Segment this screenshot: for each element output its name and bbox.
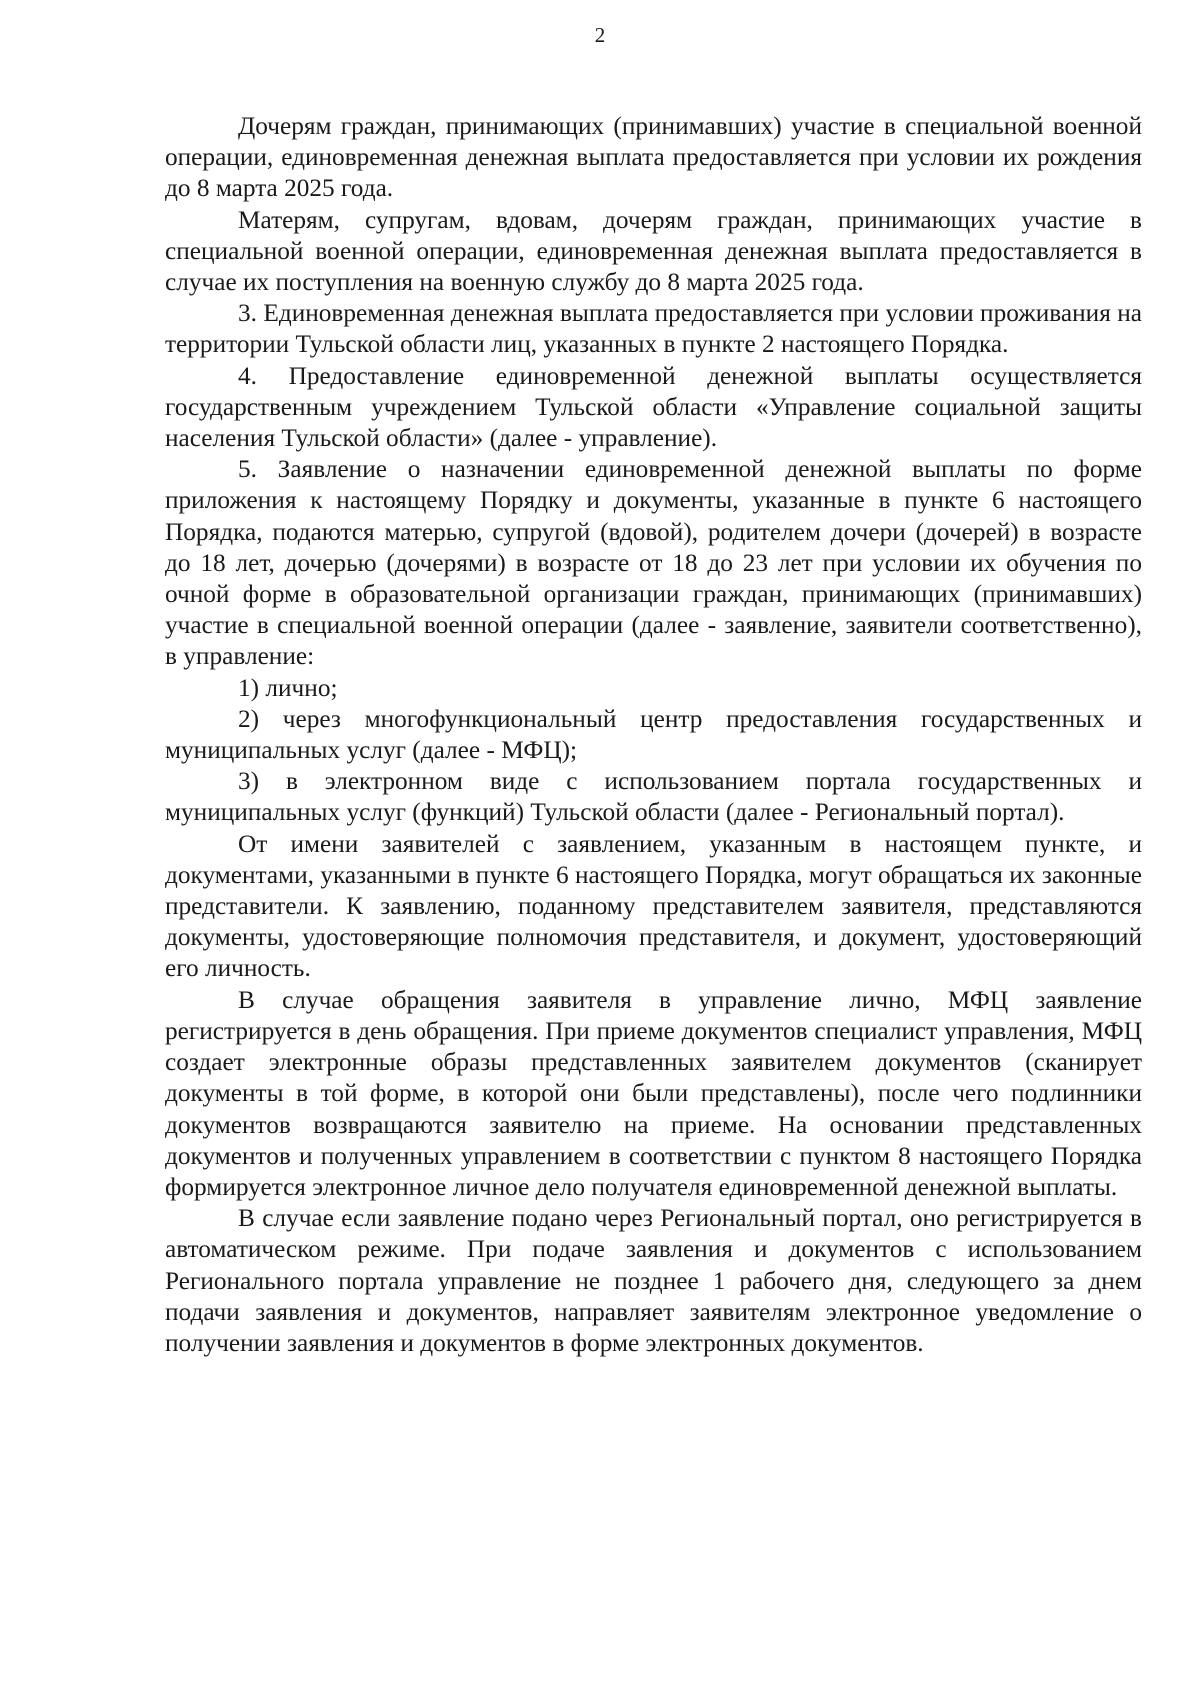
page-number: 2 — [594, 23, 606, 47]
list-item: 1) лично; — [238, 673, 338, 702]
list-item: 2) через многофункциональный центр предоставления государственных и муниципальных услуг (далее - МФЦ); — [165, 704, 1142, 765]
document-body — [165, 111, 1142, 1359]
paragraph: В случае если заявление подано через Региональный портал, оно регистрируется в автоматическом режиме. При подаче заявления и документов с использованием Регионального портала управление не позднее 1 рабочего дня, следующего за днем подачи заявления и документов, направляет заявителям электронное уведомление о получении заявления и документов в форме электронных документов. — [165, 1204, 1142, 1357]
list-item: 3) в электронном виде с использованием портала государственных и муниципальных услуг (функций) Тульской области (далее - Региональный портал). — [165, 767, 1142, 827]
paragraph: От имени заявителей с заявлением, указанным в настоящем пункте, и документами, указанными в пункте 6 настоящего Порядка, могут обращаться их законные представители. К заявлению, поданному представителем заявителя, представляются документы, удостоверяющие полномочия представителя, и документ, удостоверяющий его личность. — [165, 829, 1142, 983]
paragraph: 5. Заявление о назначении единовременной денежной выплаты по форме приложения к настоящему Порядку и документы, указанные в пункте 6 настоящего Порядка, подаются матерью, супругой (вдовой), родителем дочери (дочерей) в возрасте до 18 лет, дочерью (дочерями) в возрасте от 18 до 23 лет при условии их обучения по очной форме в образовательной организации граждан, принимающих (принимавших) участие в специальной военной операции (далее - заявление, заявители соответственно), в управление: — [165, 455, 1142, 671]
paragraph: 4. Предоставление единовременной денежной выплаты осуществляется государственным учреждением Тульской области «Управление социальной защиты населения Тульской области» (далее - управление). — [165, 361, 1142, 453]
paragraph: В случае обращения заявителя в управление лично, МФЦ заявление регистрируется в день обращения. При приеме документов специалист управления, МФЦ создает электронные образы представленных заявителем документов (сканирует документы в той форме, в которой они были представлены), после чего подлинники документов возвращаются заявителю на приеме. На основании представленных документов и полученных управлением в соответствии с пунктом 8 настоящего Порядка формируется электронное личное дело получателя единовременной денежной выплаты. — [165, 985, 1142, 1201]
paragraph: Матерям, супругам, вдовам, дочерям граждан, принимающих участие в специальной военной операции, единовременная денежная выплата предоставляется в случае их поступления на военную службу до 8 марта 2025 года. — [165, 205, 1142, 297]
paragraph: 3. Единовременная денежная выплата предоставляется при условии проживания на территории Тульской области лиц, указанных в пункте 2 настоящего Порядка. — [165, 299, 1142, 359]
paragraph: Дочерям граждан, принимающих (принимавших) участие в специальной военной операции, единовременная денежная выплата предоставляется при условии их рождения до 8 марта 2025 года. — [165, 112, 1142, 203]
